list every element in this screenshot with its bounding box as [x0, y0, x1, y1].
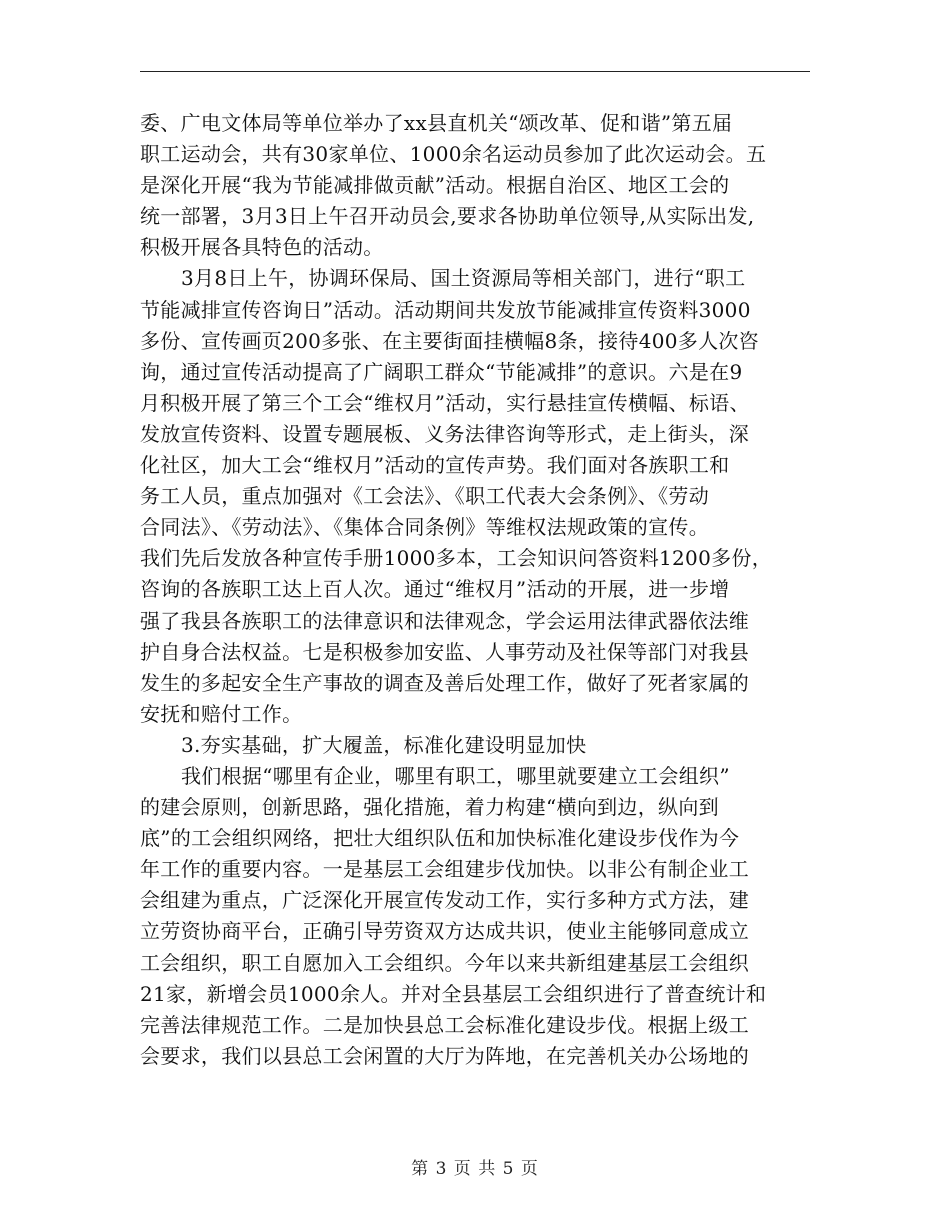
text-line: 的建会原则，创新思路，强化措施，着力构建“横向到边，纵向到: [140, 795, 719, 820]
text-line: 月积极开展了第三个工会“维权月”活动，实行悬挂宣传横幅、标语、: [140, 390, 750, 415]
text-line: 21家，新增会员1000余人。并对全县基层工会组织进行了普查统计和: [140, 981, 767, 1006]
text-line: 安抚和赔付工作。: [140, 701, 303, 726]
text-line: 统一部署，3月3日上午召开动员会,要求各协助单位领导,从实际出发,: [140, 204, 755, 229]
text-line: 工会组织，职工自愿加入工会组织。今年以来共新组建基层工会组织: [140, 950, 749, 975]
text-line: 是深化开展“我为节能减排做贡献”活动。根据自治区、地区工会的: [140, 173, 730, 198]
text-line: 职工运动会，共有30家单位、1000余名运动员参加了此次运动会。五: [140, 142, 767, 167]
text-line: 完善法律规范工作。二是加快县总工会标准化建设步伐。根据上级工: [140, 1012, 749, 1037]
text-line: 积极开展各具特色的活动。: [140, 235, 384, 260]
section-heading: 3.夯实基础，扩大履盖，标准化建设明显加快: [181, 732, 587, 757]
text-line: 询，通过宣传活动提高了广阔职工群众“节能减排”的意识。六是在9: [140, 359, 743, 384]
text-line: 化社区，加大工会“维权月”活动的宣传声势。我们面对各族职工和: [140, 453, 730, 478]
paragraph-start-line: 我们根据“哪里有企业，哪里有职工，哪里就要建立工会组织”: [181, 763, 730, 788]
text-line: 强了我县各族职工的法律意识和法律观念，学会运用法律武器依法维: [140, 608, 749, 633]
text-line: 我们先后发放各种宣传手册1000多本，工会知识问答资料1200多份，: [140, 546, 772, 571]
text-line: 立劳资协商平台，正确引导劳资双方达成共识，使业主能够同意成立: [140, 919, 749, 944]
text-line: 发放宣传资料、设置专题展板、义务法律咨询等形式，走上街头，深: [140, 421, 749, 446]
header-rule: [140, 71, 810, 72]
text-line: 合同法》、《劳动法》、《集体合同条例》等维权法规政策的宣传。: [140, 515, 709, 540]
text-line: 咨询的各族职工达上百人次。通过“维权月”活动的开展，进一步增: [140, 577, 730, 602]
text-line: 护自身合法权益。七是积极参加安监、人事劳动及社保等部门对我县: [140, 639, 749, 664]
page-body: [140, 108, 812, 1072]
page-footer: 第 3 页 共 5 页: [411, 1159, 539, 1179]
text-line: 发生的多起安全生产事故的调查及善后处理工作，做好了死者家属的: [140, 670, 749, 695]
text-line: 多份、宣传画页200多张、在主要街面挂横幅8条，接待400多人次咨: [140, 328, 759, 353]
text-line: 年工作的重要内容。一是基层工会组建步伐加快。以非公有制企业工: [140, 857, 749, 882]
paragraph-start-line: 3月8日上午，协调环保局、国土资源局等相关部门，进行“职工: [181, 266, 746, 291]
text-line: 底”的工会组织网络，把壮大组织队伍和加快标准化建设步伐作为今: [140, 826, 740, 851]
text-line: 会组建为重点，广泛深化开展宣传发动工作，实行多种方式方法，建: [140, 888, 749, 913]
text-line: 会要求，我们以县总工会闲置的大厅为阵地，在完善机关办公场地的: [140, 1043, 749, 1068]
text-line: 节能减排宣传咨询日”活动。活动期间共发放节能减排宣传资料3000: [140, 297, 751, 322]
text-line: 务工人员，重点加强对《工会法》、《职工代表大会条例》、《劳动: [140, 484, 709, 509]
text-line: 委、广电文体局等单位举办了xx县直机关“颂改革、促和谐”第五届: [140, 111, 733, 135]
